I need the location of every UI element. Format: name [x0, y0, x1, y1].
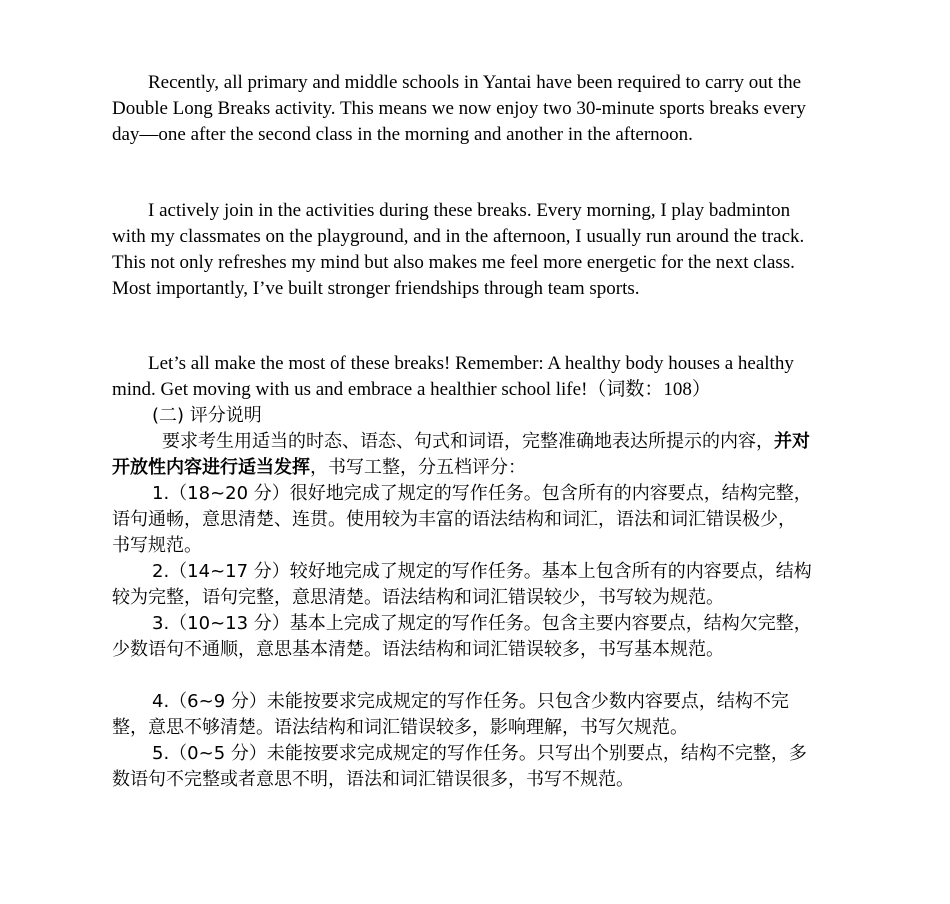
- rubric-level-2: 2.（14~17 分）较好地完成了规定的写作任务。基本上包含所有的内容要点，结构较为完整，语句完整，意思清楚。语法结构和词汇错误较少，书写较为规范。: [112, 561, 812, 608]
- rubric-intro: [112, 429, 812, 481]
- rubric-intro-text-end: ，书写工整，分五档评分：: [310, 457, 526, 478]
- essay-paragraph-2: I actively join in the activities during these breaks. Every morning, I play badminton with my classmates on the playground, and in the afternoon, I usually run around the track. This not only refreshes my mind but also makes me feel more energetic for the next class. Most importantly, I’ve built stronger friendships through team sports.: [112, 200, 805, 299]
- essay-paragraph-1: Recently, all primary and middle schools in Yantai have been required to carry out the Double Long Breaks activity. This means we now enjoy two 30-minute sports breaks every day—one after the second class in the morning and another in the afternoon.: [112, 72, 806, 145]
- rubric-level-1: 1.（18~20 分）很好地完成了规定的写作任务。包含所有的内容要点，结构完整，语句通畅，意思清楚、连贯。使用较为丰富的语法结构和词汇，语法和词汇错误极少，书写规范。: [112, 483, 812, 556]
- rubric-intro-text: 要求考生用适当的时态、语态、句式和词语，完整准确地表达所提示的内容，: [162, 431, 774, 452]
- rubric-intro-emphasis: 并对开放性内容进行适当发挥: [112, 431, 810, 478]
- rubric-heading: (二) 评分说明: [152, 405, 262, 426]
- rubric-level-3: 3.（10~13 分）基本上完成了规定的写作任务。包含主要内容要点，结构欠完整，少数语句不通顺，意思基本清楚。语法结构和词汇错误较多，书写基本规范。: [112, 613, 812, 660]
- rubric-level-4: 4.（6~9 分）未能按要求完成规定的写作任务。只包含少数内容要点，结构不完整，意思不够清楚。语法结构和词汇错误较多，影响理解，书写欠规范。: [112, 691, 789, 738]
- essay-paragraph-3: Let’s all make the most of these breaks! Remember: A healthy body houses a healthy mind. Get moving with us and embrace a healthier school life!（词数：108）: [112, 353, 794, 400]
- rubric-level-5: 5.（0~5 分）未能按要求完成规定的写作任务。只写出个别要点，结构不完整，多数语句不完整或者意思不明，语法和词汇错误很多，书写不规范。: [112, 743, 807, 790]
